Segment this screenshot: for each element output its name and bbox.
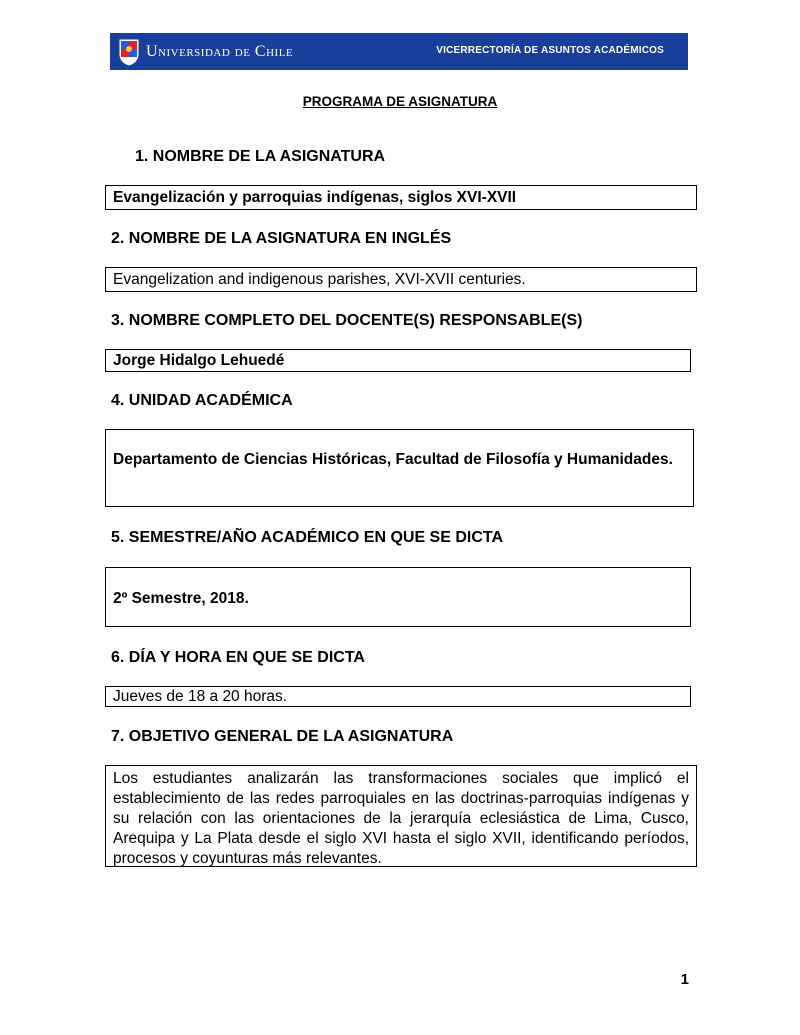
university-crest-icon [118,38,140,66]
academic-unit-value: Departamento de Ciencias Históricas, Facultad de Filosofía y Humanidades. [113,451,673,468]
header-banner [110,33,688,70]
semester-box [105,567,691,627]
office-name: VICERRECTORÍA DE ASUNTOS ACADÉMICOS [436,45,664,56]
section-heading-objective: 7. OBJETIVO GENERAL DE LA ASIGNATURA [111,728,454,745]
instructor-box [105,349,691,372]
document-title: PROGRAMA DE ASIGNATURA [302,94,498,109]
section-heading-academic-unit: 4. UNIDAD ACADÉMICA [111,392,293,409]
schedule-box [105,686,691,707]
academic-unit-box [105,429,694,507]
objective-value: Los estudiantes analizarán las transformaciones sociales que implicó el establecimiento de las redes parroquiales en las doctrinas-parroquias indígenas y su relación con las orientaciones de la jerarquía eclesiástica de Lima, Cusco, Arequipa y La Plata desde el siglo XVI hasta el siglo XVII, identificando períodos, procesos y coyunturas más relevantes. [113,770,689,867]
schedule-value: Jueves de 18 a 20 horas. [113,688,288,705]
course-name-english-value: Evangelization and indigenous parishes, XVI-XVII centuries. [113,271,526,288]
course-name-box [105,185,697,210]
university-name: Universidad de Chile [146,42,294,60]
section-heading-instructor: 3. NOMBRE COMPLETO DEL DOCENTE(S) RESPONSABLE(S) [111,312,583,329]
course-name-english-box [105,267,697,292]
semester-value: 2º Semestre, 2018. [113,590,249,607]
section-heading-course-name-english: 2. NOMBRE DE LA ASIGNATURA EN INGLÉS [111,230,452,247]
page-number: 1 [680,971,689,988]
section-heading-schedule: 6. DÍA Y HORA EN QUE SE DICTA [111,649,365,666]
course-name-value: Evangelización y parroquias indígenas, siglos XVI-XVII [113,189,517,206]
instructor-value: Jorge Hidalgo Lehuedé [113,352,285,369]
objective-box [105,765,697,867]
section-heading-course-name: 1. NOMBRE DE LA ASIGNATURA [135,148,386,165]
section-heading-semester: 5. SEMESTRE/AÑO ACADÉMICO EN QUE SE DICTA [111,529,504,546]
